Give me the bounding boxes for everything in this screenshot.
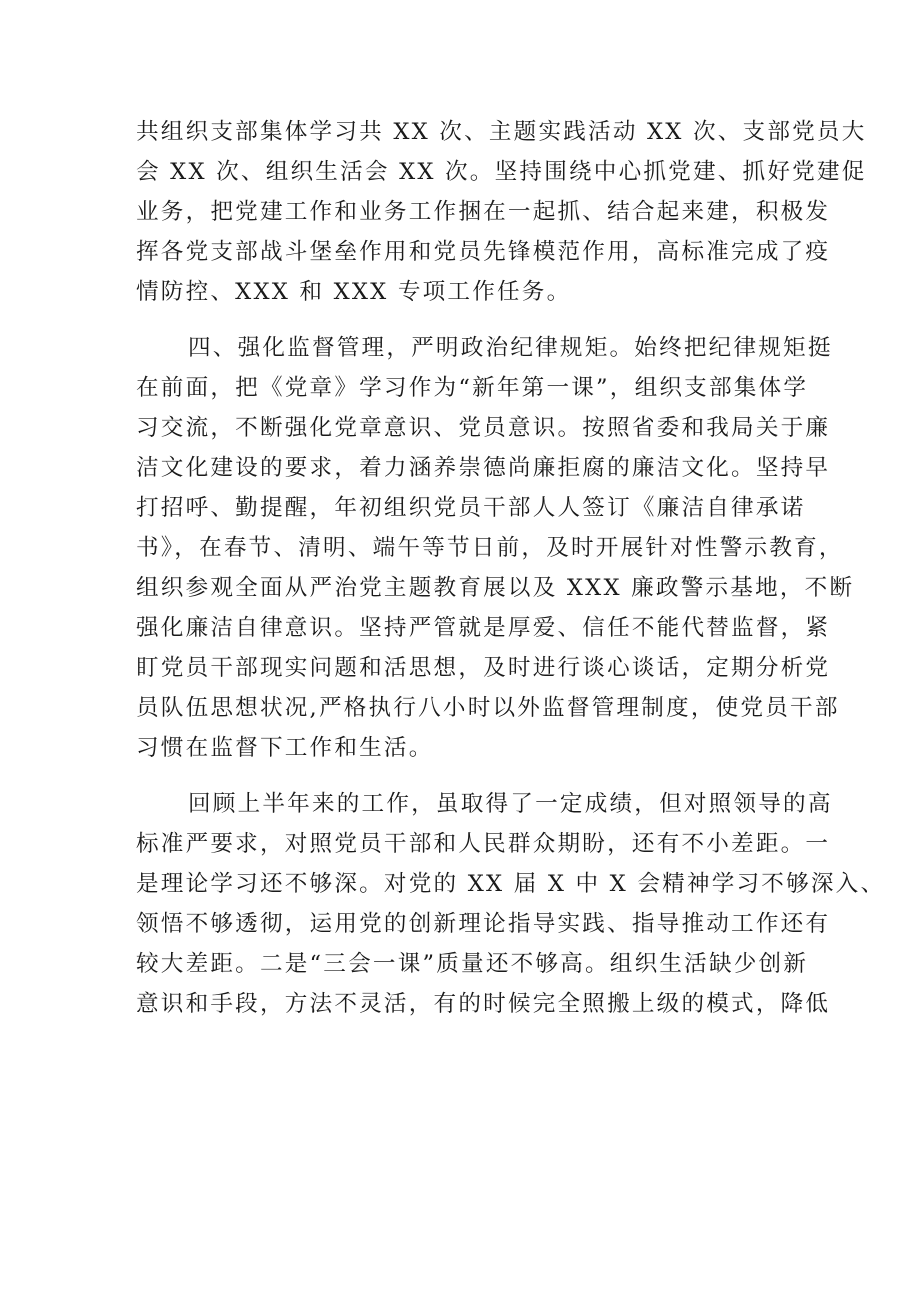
document-body xyxy=(136,112,886,1024)
paragraph-line: 四、强化监督管理，严明政治纪律规矩。始终把纪律规矩挺 xyxy=(188,335,833,361)
paragraph-line: 组织参观全面从严治党主题教育展以及 XXX 廉政警示基地，不断 xyxy=(136,575,855,601)
paragraph-line: 洁文化建设的要求，着力涵养崇德尚廉拒腐的廉洁文化。坚持早 xyxy=(136,455,831,481)
paragraph-line: 盯党员干部现实问题和活思想，及时进行谈心谈话，定期分析党 xyxy=(136,655,831,681)
paragraph-line: 打招呼、勤提醒，年初组织党员干部人人签订《廉洁自律承诺 xyxy=(136,495,806,521)
paragraph-line: 较大差距。二是“三会一课”质量还不够高。组织生活缺少创新 xyxy=(136,951,809,977)
paragraph-2 xyxy=(136,328,855,768)
paragraph-line: 意识和手段，方法不灵活，有的时候完全照搬上级的模式，降低 xyxy=(136,991,831,1017)
paragraph-line: 领悟不够透彻，运用党的创新理论指导实践、指导推动工作还有 xyxy=(136,911,831,937)
paragraph-line: 在前面，把《党章》学习作为“新年第一课”，组织支部集体学 xyxy=(136,375,809,401)
paragraph-1 xyxy=(136,112,867,312)
paragraph-line: 标准严要求，对照党员干部和人民群众期盼，还有不小差距。一 xyxy=(136,831,831,857)
paragraph-line: 业务，把党建工作和业务工作捆在一起抓、结合起来建，积极发 xyxy=(136,199,831,225)
paragraph-line: 挥各党支部战斗堡垒作用和党员先锋模范作用，高标准完成了疫 xyxy=(136,239,831,265)
paragraph-line: 是理论学习还不够深。对党的 XX 届 X 中 X 会精神学习不够深入、 xyxy=(136,871,886,897)
paragraph-spacer xyxy=(136,312,796,328)
paragraph-line: 员队伍思想状况,严格执行八小时以外监督管理制度，使党员干部 xyxy=(136,695,840,721)
paragraph-line: 书》，在春节、清明、端午等节日前，及时开展针对性警示教育， xyxy=(136,535,844,561)
paragraph-line: 强化廉洁自律意识。坚持严管就是厚爱、信任不能代替监督，紧 xyxy=(136,615,831,641)
paragraph-spacer xyxy=(136,768,796,784)
paragraph-line: 共组织支部集体学习共 XX 次、主题实践活动 XX 次、支部党员大 xyxy=(136,119,867,145)
paragraph-line: 习惯在监督下工作和生活。 xyxy=(136,735,434,761)
paragraph-line: 回顾上半年来的工作，虽取得了一定成绩，但对照领导的高 xyxy=(188,791,833,817)
paragraph-line: 会 XX 次、组织生活会 XX 次。坚持围绕中心抓党建、抓好党建促 xyxy=(136,159,867,185)
paragraph-line: 习交流，不断强化党章意识、党员意识。按照省委和我局关于廉 xyxy=(136,415,831,441)
paragraph-3 xyxy=(136,784,886,1024)
paragraph-line: 情防控、XXX 和 XXX 专项工作任务。 xyxy=(136,279,572,305)
